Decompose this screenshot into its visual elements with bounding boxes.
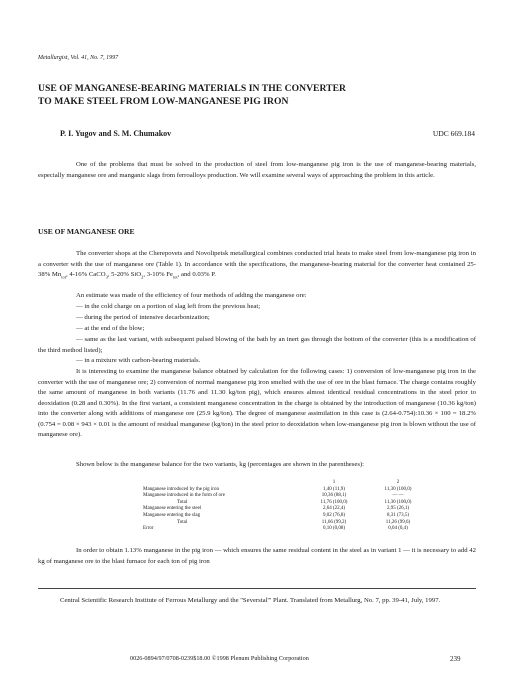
cell: 8,31 (73,5) — [386, 512, 410, 518]
paragraph-5: In order to obtain 1.13% manganese in the pig iron — which ensures the same residual content in the steel as in variant 1 — it is necessary to add 42 kg of manganese ore to the blast furnace for each ton of pig iron — [38, 547, 476, 565]
paragraph-4: Shown below is the manganese balance for the two variants, kg (percentages are shown in the parentheses): — [76, 461, 365, 468]
list-item: — in a mixture with carbon-bearing materials. — [76, 357, 201, 364]
table-row — [143, 506, 431, 513]
intro-paragraph: One of the problems that must be solved in the production of steel from low-manganese pig iron is the use of manganese-bearing materials, especially manganese ore and manganic slags from ferroalloys production. We will examine several ways of approaching the problem in this article. — [38, 161, 476, 179]
table-row — [143, 520, 431, 527]
list-item: — during the period of intensive decarbonization; — [76, 314, 210, 321]
paragraph-1: The converter shops at the Cherepovets and Novolipetsk metallurgical combines conducted trial heats to make steel from low-manganese pig iron in a converter with the use of manganese ore (Table 1). In accordance with the specifications, the manganese-bearing material for the converter heat contained 25-38% $Mn_{tot}$, 4-16% CaCO$_3$, 5-20% SiO$_2$, 3-10% $Fe_{tot}$, and 0.03% P. — [38, 250, 476, 280]
row-label: Manganese entering the slag — [143, 512, 201, 518]
cell: 9,02 (76,8) — [322, 512, 346, 518]
authors: P. I. Yugov and S. M. Chumakov — [60, 129, 172, 138]
row-label: Total — [177, 519, 188, 525]
title-line-1: USE OF MANGANESE-BEARING MATERIALS IN THE CONVERTER — [38, 83, 347, 94]
article-title — [38, 82, 478, 108]
cell: 2,95 (26,1) — [386, 506, 410, 512]
journal-citation: Metallurgist, Vol. 41, No. 7, 1997 — [38, 55, 119, 61]
paragraph-3: It is interesting to examine the manganese balance obtained by calculation for the following cases: 1) conversion of low-manganese pig iron in the converter with the use of manganese ore; 2) conversion of normal manganese pig iron smelted with the use of ore in the blast furnace. The charge contains roughly the same amount of manganese in both variants (11.76 and 11.30 kg/ton pig), which ensures almost identical residual concentrations in the steel prior to deoxidation (0.28 and 0.30%). In the first variant, a consistent manganese concentration in the charge is obtained by the introduction of manganese (10.36 kg/ton) into the converter along with additions of manganese ore (25.9 kg/ton). The degree of manganese assimilation in this case is (2.64-0.754):10.36 × 100 = 18.2% (0.754 = 0.08 × 943 × 0.01 is the amount of residual manganese (kg/ton) in the steel prior to deoxidation when low-manganese pig iron is blown without the use of manganese ore). — [38, 368, 476, 438]
row-label: Manganese introduced in the form of ore — [143, 493, 225, 499]
list-item: — at the end of the blow; — [76, 325, 145, 332]
page-number: 239 — [450, 655, 461, 663]
cell: 0,04 (0,4) — [388, 526, 408, 532]
cell: 11,30 (100,0) — [384, 486, 412, 492]
table-row — [143, 493, 431, 500]
cell: 10,36 (88,1) — [321, 493, 347, 499]
table-header-row — [143, 480, 431, 487]
table-header: 1 — [332, 480, 336, 485]
cell: — — — [392, 493, 404, 499]
row-label: Manganese introduced by the pig iron — [143, 486, 219, 492]
table-row — [143, 487, 431, 494]
row-label: Total — [177, 499, 188, 505]
table-row — [143, 500, 431, 507]
cell: 1,40 (11,9) — [323, 486, 345, 492]
list-item: — same as the last variant, with subsequent pulsed blowing of the bath by an inert gas through the bottom of the converter (this is a modification of the third method listed); — [38, 336, 476, 354]
cell: 11,26 (99,6) — [385, 519, 411, 525]
footnote-divider — [38, 588, 476, 589]
cell: 0,10 (0,08) — [322, 526, 346, 532]
list-item: — in the cold charge on a portion of slag left from the previous heat; — [76, 303, 261, 310]
table-row — [143, 526, 431, 533]
cell: 11,30 (100,0) — [384, 499, 412, 505]
cell: 11,66 (99,2) — [321, 519, 347, 525]
manganese-balance-table — [143, 480, 431, 533]
row-label: Manganese entering the steel — [143, 506, 202, 512]
row-label: Error — [143, 526, 154, 532]
section-heading: USE OF MANGANESE ORE — [38, 227, 135, 236]
cell: 2,64 (22,4) — [322, 506, 346, 512]
paragraph-2: An estimate was made of the efficiency of four methods of adding the manganese ore: — [76, 292, 307, 299]
footnote: Central Scientific Research Institute of Ferrous Metallurgy and the "Severstal'" Plant. Translated from Metallurg, No. 7, pp. 39-41, July, 1997. — [60, 597, 441, 604]
copyright-code: 0026-0894/97/0708-0239$18.00 ©1998 Plenum Publishing Corporation — [130, 655, 309, 662]
table-row — [143, 513, 431, 520]
table-header: 2 — [396, 480, 400, 485]
cell: 11,76 (100,0) — [320, 499, 348, 505]
udc-code: UDC 669.184 — [432, 129, 475, 138]
title-line-2: TO MAKE STEEL FROM LOW-MANGANESE PIG IRON — [38, 96, 289, 107]
